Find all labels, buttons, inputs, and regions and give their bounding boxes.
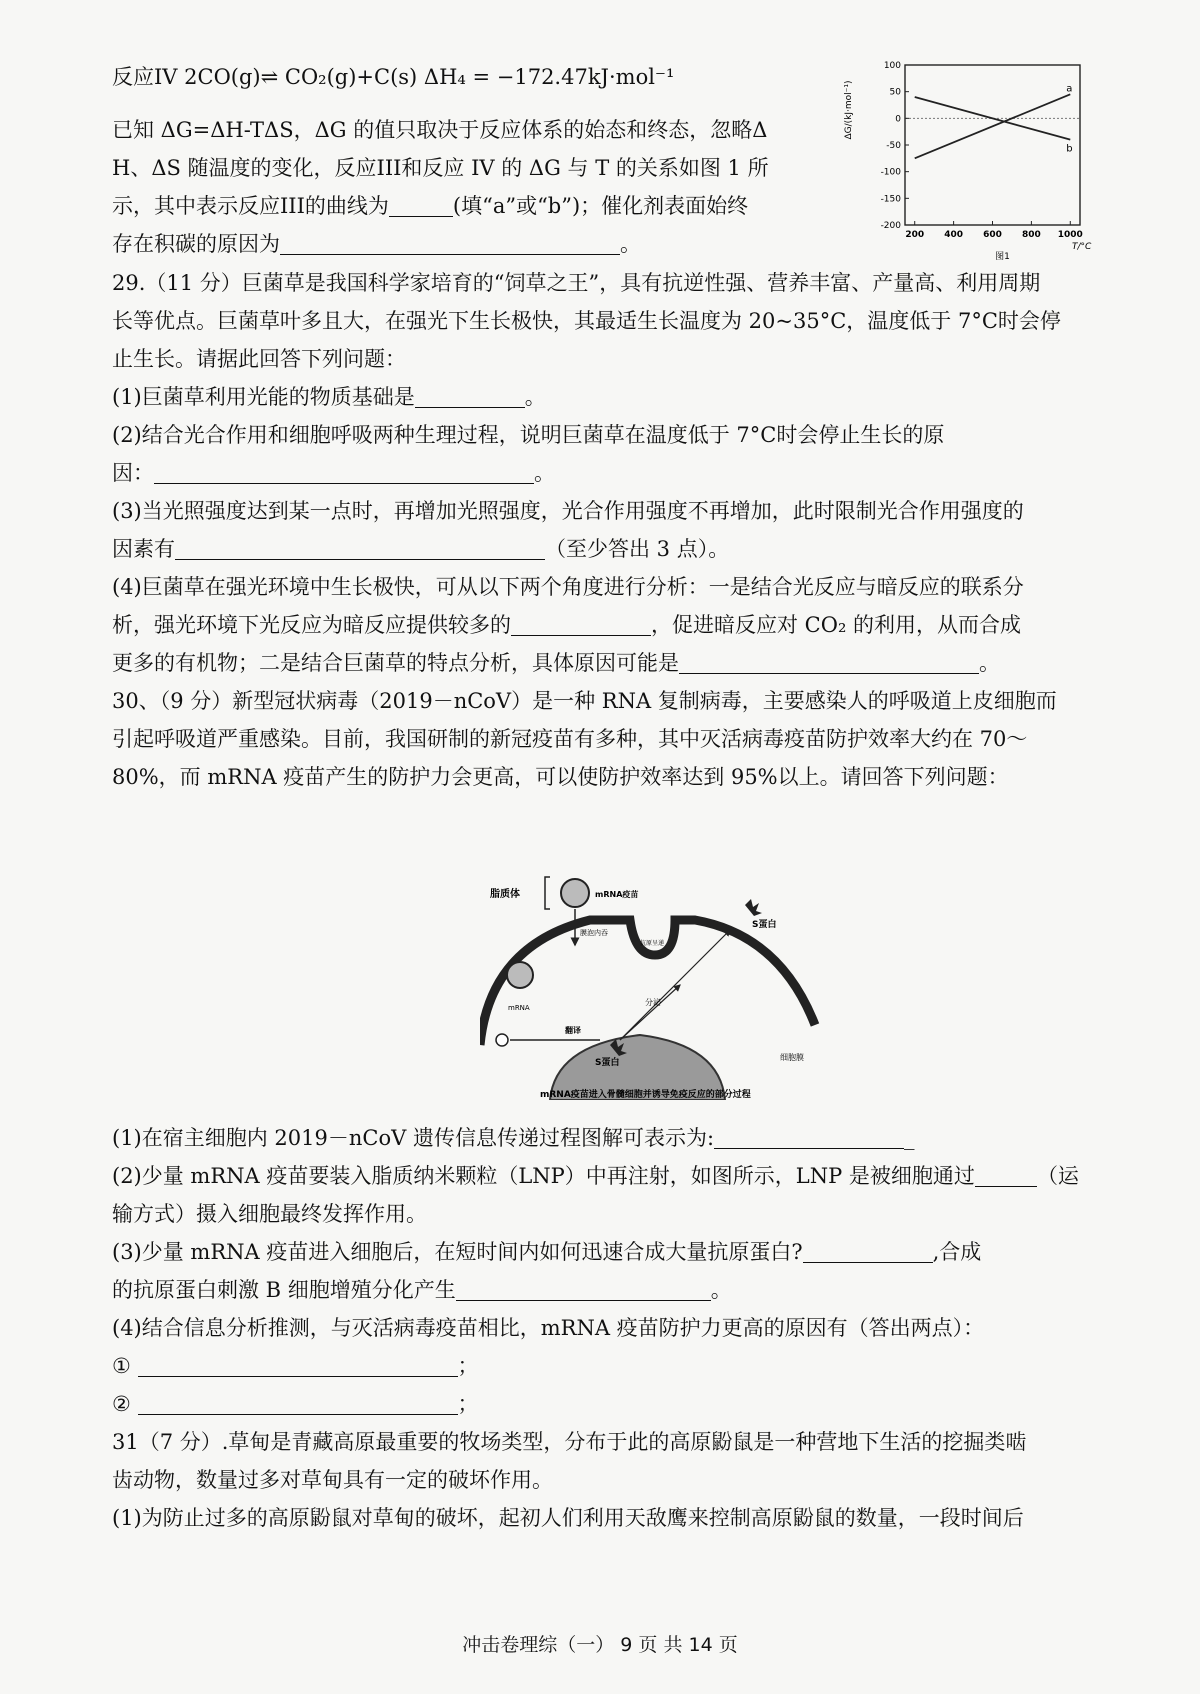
q30-part2-prompt: (2)少量 mRNA 疫苗要装入脂质纳米颗粒（LNP）中再注射，如图所示，LNP 是被细胞通过 [112,1164,975,1188]
q29-part3-prompt: 因素有 [112,537,175,561]
period: 。 [534,461,555,485]
y-tick-label: 50 [889,87,901,98]
q30-part3-prompt-b: 的抗原蛋白刺激 B 细胞增殖分化产生 [112,1278,456,1302]
label-membrane: 细胞膜 [780,1053,804,1062]
period: 。 [524,385,546,409]
figure-caption: 图1 [995,252,1010,260]
q31-intro-line1: 31（7 分）.草甸是青藏高原最重要的牧场类型，分布于此的高原鼢鼠是一种营地下生活的挖掘类啮 [112,1430,1027,1454]
bracket-icon [545,877,550,909]
q29-intro-line1: 29.（11 分）巨菌草是我国科学家培育的“饲草之王”，具有抗逆性强、营养丰富、产量高、利用周期 [112,271,1041,295]
q29-part3-line1: (3)当光照强度达到某一点时，再增加光照强度，光合作用强度不再增加，此时限制光合作用强度的 [112,499,1024,523]
q29-part2-prompt: 因： [112,461,154,485]
y-tick-label: -200 [880,221,901,231]
q29-part4-line1: (4)巨菌草在强光环境中生长极快，可从以下两个角度进行分析：一是结合光反应与暗反应的联系分 [112,575,1024,599]
q30-part3-line2 [112,1275,1092,1305]
s-protein-outer-icon [745,899,762,916]
answer-blank-q30-4-2[interactable] [138,1392,458,1415]
label-liposome: 脂质体 [490,889,520,900]
x-tick-label: 400 [944,230,964,240]
label-vaccine: mRNA疫苗 [595,890,639,899]
y-tick-label: -100 [880,167,901,178]
y-tick-label: -150 [880,194,901,205]
answer-blank-q29-4a[interactable] [511,613,651,636]
q29-part4-prompt-a: 析，强光环境下光反应为暗反应提供较多的 [112,613,511,637]
answer-blank-q29-1[interactable] [415,385,525,408]
x-axis-label: T/°C [1072,242,1092,252]
q28-prompt-curve: 示，其中表示反应III的曲线为 [112,194,389,218]
delta-g-chart [835,55,1095,260]
label-secrete: 分泌 [645,998,661,1007]
y-tick-label: 100 [883,61,901,71]
q30-part2-hint: （运 [1036,1164,1079,1188]
q29-part4-prompt-b: 更多的有机物；二是结合巨菌草的特点分析，具体原因可能是 [112,651,679,675]
q28-prompt-carbon: 存在积碳的原因为 [112,232,280,256]
answer-blank-curve[interactable] [389,194,453,217]
semicolon: ； [457,1392,479,1416]
diagram-svg [480,875,845,1100]
x-tick-label: 800 [1021,230,1041,240]
q30-part2-line2: 输方式）摄入细胞最终发挥作用。 [112,1202,427,1226]
label-mrna: mRNA [508,1004,530,1012]
label-translate: 翻译 [565,1026,581,1035]
q31-intro-line2: 齿动物，数量过多对草甸具有一定的破坏作用。 [112,1468,553,1492]
q29-part4-line2 [112,610,1092,640]
q30-intro-line1: 30、（9 分）新型冠状病毒（2019－nCoV）是一种 RNA 复制病毒，主要感染人的呼吸道上皮细胞而 [112,689,1057,713]
liposome-particle [561,879,589,907]
endosome [507,962,533,988]
answer-blank-carbon[interactable] [280,232,620,255]
y-tick-label: -50 [886,141,901,151]
answer-blank-q30-1[interactable] [714,1126,904,1149]
q29-part4-continuation: ，促进暗反应对 CO₂ 的利用，从而合成 [651,613,1022,637]
x-tick-label: 600 [983,230,1002,240]
label-s-protein-outer: S蛋白 [752,920,777,930]
q30-item1 [112,1351,1092,1381]
q28-text-line1: 已知 ΔG=ΔH-TΔS，ΔG 的值只取决于反应体系的始态和终态，忽略Δ [112,118,768,142]
q29-part1-prompt: (1)巨菌草利用光能的物质基础是 [112,385,415,409]
answer-blank-q29-3[interactable] [175,537,545,560]
period: 。 [710,1278,732,1302]
underscore: _ [904,1126,915,1150]
label-release: 抗原呈递 [640,940,665,947]
q30-part3-continuation: ,合成 [932,1240,982,1264]
y-tick-label: 0 [895,114,901,125]
q28-text-line2: H、ΔS 随温度的变化，反应III和反应 IV 的 ΔG 与 T 的关系如图 1 所 [112,156,769,180]
answer-blank-q30-2[interactable] [975,1164,1037,1187]
q30-intro-line2: 引起呼吸道严重感染。目前，我国研制的新冠疫苗有多种，其中灭活病毒疫苗防护效率大约在 70～ [112,727,1028,751]
q30-intro-line3: 80%，而 mRNA 疫苗产生的防护力会更高，可以使防护效率达到 95%以上。请回答下列问题： [112,765,1009,789]
q29-part1 [112,382,1092,412]
series-label-a: a [1066,83,1073,95]
q30-part2-line1 [112,1161,1092,1191]
y-axis-label: ΔG/(kJ·mol⁻¹) [844,80,854,140]
q29-part2-line2 [112,458,1092,488]
label-s-protein-inner: S蛋白 [595,1058,620,1068]
q28-fill-hint: (填“a”或“b”)；催化剂表面始终 [452,194,749,218]
answer-blank-q29-4b[interactable] [679,651,979,674]
label-endocytosis: 膜泡内吞 [580,929,608,937]
answer-blank-q29-2[interactable] [154,461,534,484]
q30-part4: (4)结合信息分析推测，与灭活病毒疫苗相比，mRNA 疫苗防护力更高的原因有（答出两点）： [112,1316,985,1340]
q29-part3-hint: （至少答出 3 点）。 [545,537,730,561]
q29-part3-line2 [112,534,1092,564]
q29-intro-line2: 长等优点。巨菌草叶多且大，在强光下生长极快，其最适生长温度为 20~35°C，温度低于 7°C时会停 [112,309,1061,333]
x-tick-label: 200 [905,230,925,240]
q30-part1-prompt: (1)在宿主细胞内 2019－nCoV 遗传信息传递过程图解可表示为: [112,1126,715,1150]
q29-part2-line1: (2)结合光合作用和细胞呼吸两种生理过程，说明巨菌草在温度低于 7°C时会停止生长的原 [112,423,945,447]
period: 。 [620,232,641,256]
reaction-iv-equation: 反应IV 2CO(g)⇌ CO₂(g)+C(s) ΔH₄ = −172.47kJ·mol⁻¹ [112,65,675,89]
page-footer: 冲击卷理综（一） 9 页 共 14 页 [462,1634,738,1656]
q30-part3-prompt: (3)少量 mRNA 疫苗进入细胞后，在短时间内如何迅速合成大量抗原蛋白? [112,1240,803,1264]
q30-part1 [112,1123,1092,1153]
figure-1-chart [835,55,1095,260]
period: 。 [979,651,1000,675]
item-marker-2: ② [112,1392,131,1416]
semicolon: ； [457,1354,479,1378]
answer-blank-q30-3a[interactable] [803,1240,933,1263]
ribosome [496,1034,508,1046]
mrna-vaccine-diagram [480,875,845,1100]
q29-intro-line3: 止生长。请据此回答下列问题： [112,347,406,371]
item-marker-1: ① [112,1354,131,1378]
series-label-b: b [1066,143,1073,155]
q30-part3-line1 [112,1237,1092,1267]
answer-blank-q30-4-1[interactable] [138,1354,458,1377]
x-tick-label: 1000 [1057,230,1083,240]
q30-item2 [112,1389,1092,1419]
diagram-caption: mRNA疫苗进入骨髓细胞并诱导免疫反应的部分过程 [540,1090,751,1100]
plot-frame [905,65,1080,225]
q29-part4-line3 [112,648,1092,678]
q31-part1: (1)为防止过多的高原鼢鼠对草甸的破坏，起初人们利用天敌鹰来控制高原鼢鼠的数量，一段时间后 [112,1506,1024,1530]
answer-blank-q30-3b[interactable] [456,1278,711,1301]
